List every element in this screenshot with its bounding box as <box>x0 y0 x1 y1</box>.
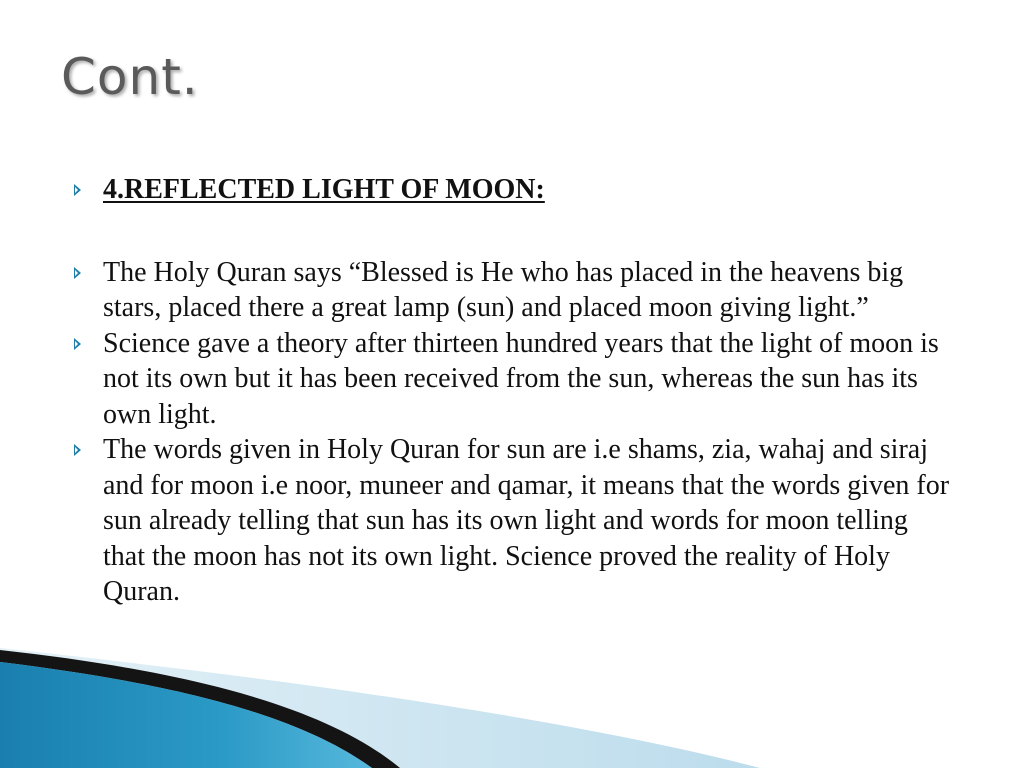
bullet-item-words-sun-moon <box>74 432 954 610</box>
bullet-item-science-theory <box>74 326 954 433</box>
swoosh-dark-band <box>0 650 400 768</box>
triangle-bullet-icon <box>74 184 81 196</box>
bullet-text: The words given in Holy Quran for sun are i.e shams, zia, wahaj and siraj and for moon i.e noor, muneer and qamar, it means that the words given for sun already telling that sun has its own light and words for moon telling that the moon has not its own light. Science proved the reality of Holy Quran. <box>103 434 950 607</box>
triangle-bullet-icon <box>74 338 81 350</box>
bullet-item-quran-quote <box>74 255 954 326</box>
bullet-list <box>74 172 954 610</box>
bullet-item-heading <box>74 172 954 208</box>
bullet-text: Science gave a theory after thirteen hundred years that the light of moon is not its own but it has been received from the sun, whereas the sun has its own light. <box>103 327 939 430</box>
triangle-bullet-icon <box>74 444 81 456</box>
bullet-text: The Holy Quran says “Blessed is He who has placed in the heavens big stars, placed there a great lamp (sun) and placed moon giving light.” <box>103 256 904 323</box>
bullet-heading-text: 4.REFLECTED LIGHT OF MOON: <box>103 174 545 205</box>
swoosh-blue-band <box>0 662 372 768</box>
swoosh-light-band <box>0 648 760 768</box>
triangle-bullet-icon <box>74 267 81 279</box>
slide-title: Cont. <box>61 48 199 106</box>
